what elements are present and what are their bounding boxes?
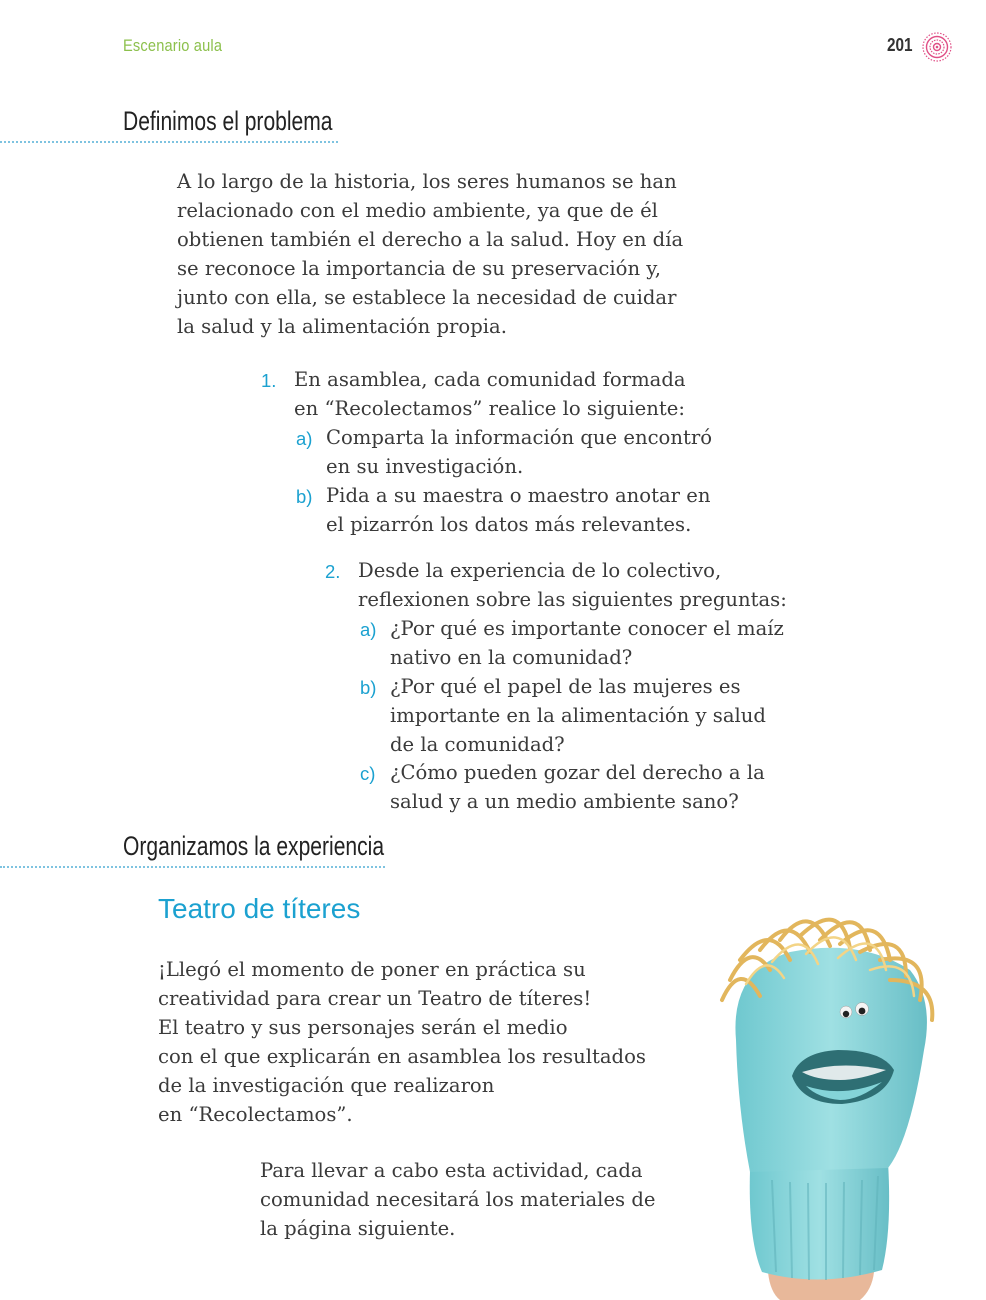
intro-line: relacionado con el medio ambiente, ya que de él — [177, 199, 658, 222]
item-line: en “Recolectamos” realice lo siguiente: — [294, 397, 685, 420]
paragraph-line: de la investigación que realizaron — [158, 1074, 495, 1097]
paragraph-line: con el que explicarán en asamblea los resultados — [158, 1045, 646, 1068]
intro-line: se reconoce la importancia de su preservación y, — [177, 257, 661, 280]
paragraph-line: creatividad para crear un Teatro de títeres! — [158, 987, 592, 1010]
subsection-title: Teatro de títeres — [158, 893, 361, 924]
subitem-line: salud y a un medio ambiente sano? — [390, 790, 739, 813]
teatro-paragraph — [158, 955, 646, 1129]
sock-puppet-image — [710, 900, 950, 1300]
intro-line: obtienen también el derecho a la salud. Hoy en día — [177, 228, 684, 251]
subitem-text — [390, 614, 784, 672]
subitem-letter: c) — [360, 763, 376, 784]
section-title-underline — [0, 866, 385, 868]
intro-paragraph — [177, 167, 683, 341]
section-title-underline — [0, 141, 338, 143]
paragraph-line: El teatro y sus personajes serán el medio — [158, 1016, 568, 1039]
subitem-line: importante en la alimentación y salud — [390, 704, 766, 727]
subitem-letter: a) — [296, 428, 313, 449]
subitem-line: Pida a su maestra o maestro anotar en — [326, 484, 711, 507]
item-text — [294, 365, 686, 423]
subitem-text — [390, 758, 765, 816]
item-number: 2. — [325, 561, 341, 582]
subitem-line: ¿Por qué el papel de las mujeres es — [390, 675, 741, 698]
paragraph-line: ¡Llegó el momento de poner en práctica su — [158, 958, 586, 981]
subitem-letter: b) — [360, 677, 377, 698]
item-text — [358, 556, 787, 614]
subitem-line: ¿Por qué es importante conocer el maíz — [390, 617, 784, 640]
concentric-circle-ornament-icon — [921, 31, 953, 63]
running-head: Escenario aula — [123, 36, 223, 55]
item-line: En asamblea, cada comunidad formada — [294, 368, 686, 391]
intro-line: A lo largo de la historia, los seres humanos se han — [177, 170, 677, 193]
page-number: 201 — [887, 35, 913, 55]
intro-line: la salud y la alimentación propia. — [177, 315, 507, 338]
section-title-organizamos: Organizamos la experiencia — [123, 831, 385, 861]
item-number: 1. — [261, 370, 277, 391]
subitem-text — [326, 423, 712, 481]
section-title-definimos: Definimos el problema — [123, 106, 333, 136]
paragraph-line: en “Recolectamos”. — [158, 1103, 353, 1126]
subitem-line: el pizarrón los datos más relevantes. — [326, 513, 692, 536]
subitem-text — [390, 672, 766, 759]
item-line: reflexionen sobre las siguientes preguntas: — [358, 588, 787, 611]
subitem-line: de la comunidad? — [390, 733, 565, 756]
paragraph-line: la página siguiente. — [260, 1217, 456, 1240]
intro-line: junto con ella, se establece la necesidad de cuidar — [177, 286, 677, 309]
subitem-letter: a) — [360, 619, 377, 640]
item-line: Desde la experiencia de lo colectivo, — [358, 559, 722, 582]
subitem-line: Comparta la información que encontró — [326, 426, 712, 449]
subitem-line: nativo en la comunidad? — [390, 646, 633, 669]
materials-paragraph — [260, 1156, 655, 1243]
paragraph-line: Para llevar a cabo esta actividad, cada — [260, 1159, 643, 1182]
subitem-line: en su investigación. — [326, 455, 524, 478]
subitem-letter: b) — [296, 486, 313, 507]
paragraph-line: comunidad necesitará los materiales de — [260, 1188, 656, 1211]
subitem-text — [326, 481, 710, 539]
subitem-line: ¿Cómo pueden gozar del derecho a la — [390, 761, 765, 784]
